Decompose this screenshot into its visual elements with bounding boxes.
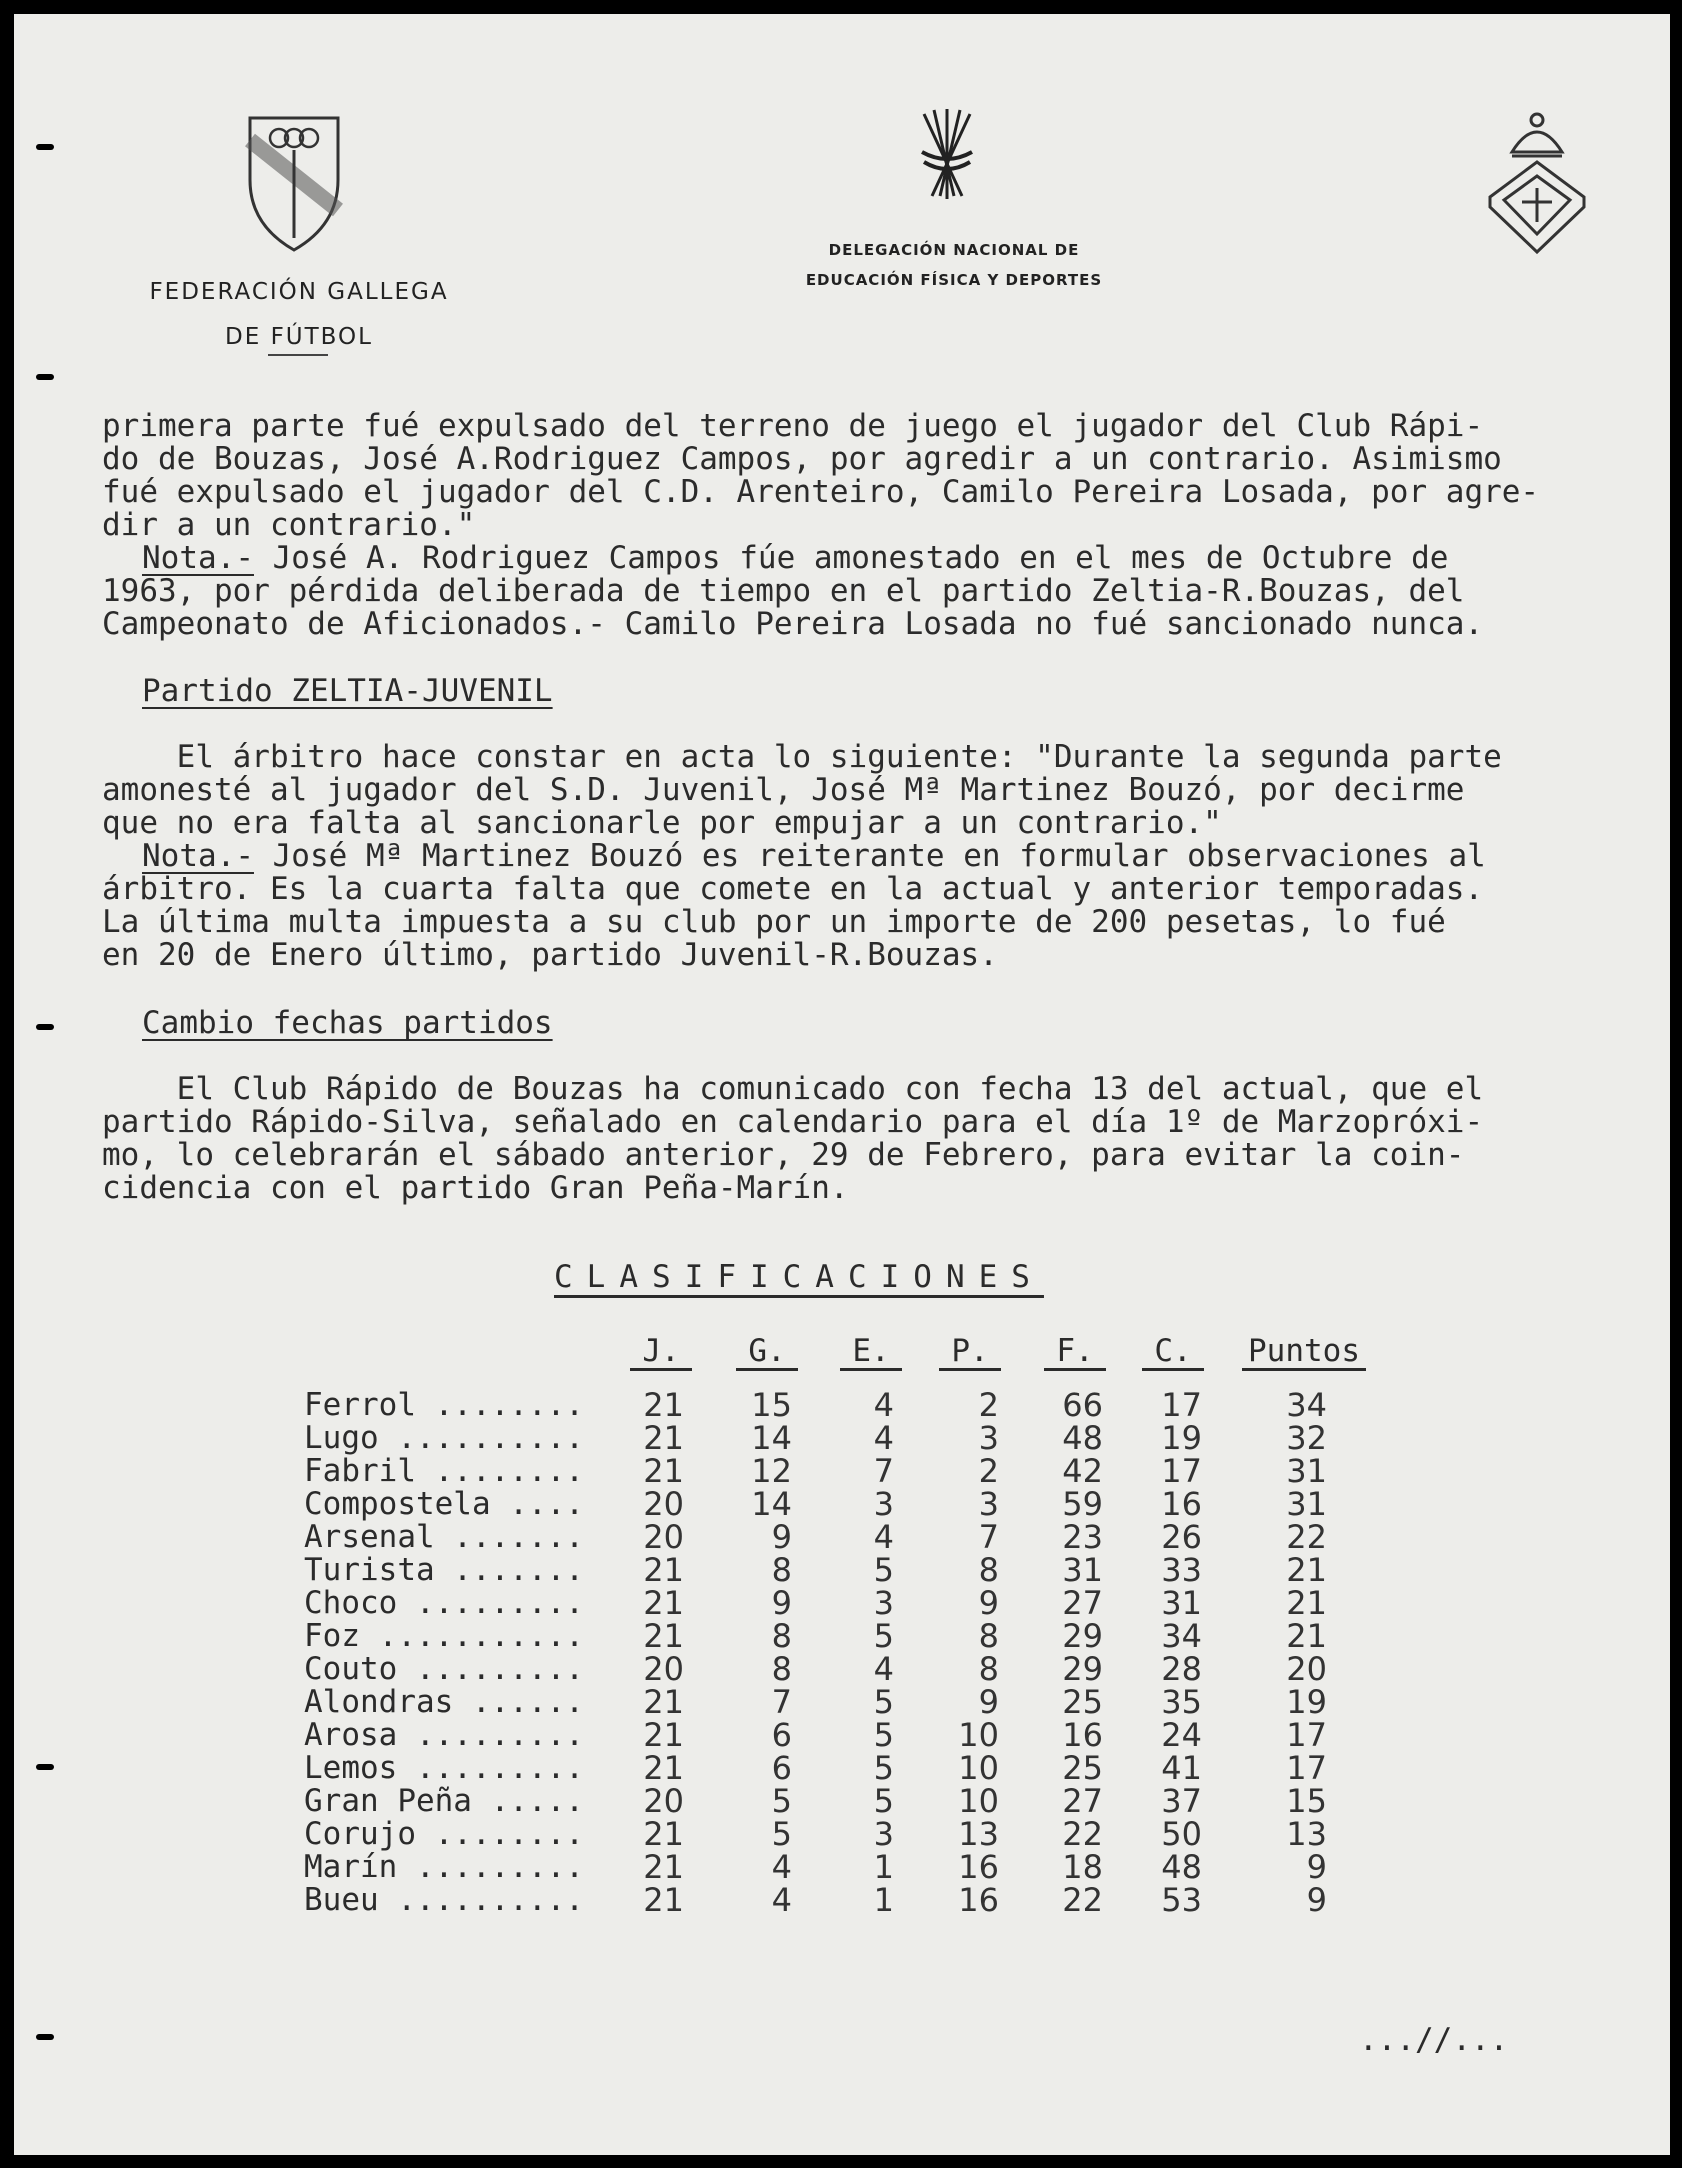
table-row <box>14 1650 1670 1688</box>
stat-e: 5 <box>873 1617 894 1655</box>
stat-c: 17 <box>1161 1452 1202 1490</box>
note-label: Nota.- <box>142 540 254 576</box>
team-name: Bueu .......... <box>304 1884 584 1917</box>
stat-e: 4 <box>873 1518 894 1556</box>
standings-title: CLASIFICACIONES <box>554 1259 1044 1295</box>
stat-f: 42 <box>1062 1452 1103 1490</box>
stat-c: 31 <box>1161 1584 1202 1622</box>
stat-f: 25 <box>1062 1749 1103 1787</box>
stat-pts: 15 <box>1286 1782 1327 1820</box>
stat-pts: 32 <box>1286 1419 1327 1457</box>
stat-e: 5 <box>873 1551 894 1589</box>
stat-e: 5 <box>873 1749 894 1787</box>
stat-p: 16 <box>958 1881 999 1919</box>
stat-pts: 22 <box>1286 1518 1327 1556</box>
team-name: Corujo ........ <box>304 1818 584 1851</box>
column-header: F. <box>1044 1335 1106 1371</box>
stat-p: 8 <box>978 1551 999 1589</box>
table-row <box>14 1485 1670 1523</box>
team-name: Couto ......... <box>304 1653 584 1686</box>
stat-c: 28 <box>1161 1650 1202 1688</box>
stat-e: 3 <box>873 1584 894 1622</box>
stat-f: 25 <box>1062 1683 1103 1721</box>
team-name: Arosa ......... <box>304 1719 584 1752</box>
federation-name-line1: FEDERACIÓN GALLEGA <box>149 279 449 305</box>
text-line: primera parte fué expulsado del terreno de juego el jugador del Club Rápi- <box>102 408 1484 444</box>
table-row <box>14 1617 1670 1655</box>
galician-federation-crest-icon <box>244 110 344 260</box>
stat-g: 6 <box>771 1716 792 1754</box>
stat-g: 6 <box>771 1749 792 1787</box>
team-name: Marín ......... <box>304 1851 584 1884</box>
stat-e: 5 <box>873 1716 894 1754</box>
stat-pts: 31 <box>1286 1485 1327 1523</box>
stat-j: 20 <box>643 1518 684 1556</box>
stat-j: 21 <box>643 1881 684 1919</box>
stat-pts: 21 <box>1286 1584 1327 1622</box>
text-line: dir a un contrario." <box>102 507 476 543</box>
stat-c: 24 <box>1161 1716 1202 1754</box>
note-label: Nota.- <box>142 838 254 874</box>
royal-spanish-federation-crest-icon <box>1482 102 1592 262</box>
table-row <box>14 1716 1670 1754</box>
stat-f: 31 <box>1062 1551 1103 1589</box>
stat-g: 15 <box>751 1386 792 1424</box>
team-name: Choco ......... <box>304 1587 584 1620</box>
stat-pts: 21 <box>1286 1551 1327 1589</box>
text-line: do de Bouzas, José A.Rodriguez Campos, por agredir a un contrario. Asimismo <box>102 441 1502 477</box>
team-name: Fabril ........ <box>304 1455 584 1488</box>
table-row <box>14 1815 1670 1853</box>
stat-g: 4 <box>771 1881 792 1919</box>
stat-e: 3 <box>873 1815 894 1853</box>
stat-f: 29 <box>1062 1617 1103 1655</box>
text-line: partido Rápido-Silva, señalado en calendario para el día 1º de Marzopróxi- <box>102 1104 1484 1140</box>
stat-e: 1 <box>873 1848 894 1886</box>
stat-g: 9 <box>771 1518 792 1556</box>
punch-mark <box>36 144 54 150</box>
table-row <box>14 1386 1670 1424</box>
document-page <box>14 14 1670 2155</box>
punch-mark <box>36 1024 54 1030</box>
delegation-name-line1: DELEGACIÓN NACIONAL DE <box>828 241 1080 259</box>
team-name: Gran Peña ..... <box>304 1785 584 1818</box>
stat-c: 17 <box>1161 1386 1202 1424</box>
stat-g: 7 <box>771 1683 792 1721</box>
stat-f: 29 <box>1062 1650 1103 1688</box>
stat-f: 16 <box>1062 1716 1103 1754</box>
stat-pts: 19 <box>1286 1683 1327 1721</box>
stat-p: 8 <box>978 1617 999 1655</box>
stat-g: 5 <box>771 1782 792 1820</box>
team-name: Lugo .......... <box>304 1422 584 1455</box>
stat-p: 13 <box>958 1815 999 1853</box>
stat-j: 21 <box>643 1419 684 1457</box>
federation-name-line2: DE FÚTBOL <box>225 324 373 350</box>
text-line: Campeonato de Aficionados.- Camilo Pereira Losada no fué sancionado nunca. <box>102 606 1484 642</box>
stat-p: 10 <box>958 1782 999 1820</box>
column-header: P. <box>939 1335 1001 1371</box>
table-row <box>14 1551 1670 1589</box>
stat-j: 21 <box>643 1584 684 1622</box>
stat-pts: 20 <box>1286 1650 1327 1688</box>
stat-f: 66 <box>1062 1386 1103 1424</box>
stat-f: 23 <box>1062 1518 1103 1556</box>
stat-p: 3 <box>978 1485 999 1523</box>
continuation-mark: ...//... <box>1359 2022 1509 2058</box>
stat-p: 2 <box>978 1452 999 1490</box>
yoke-and-arrows-icon <box>912 104 982 204</box>
table-row <box>14 1848 1670 1886</box>
note-line <box>142 840 1682 873</box>
text-line: árbitro. Es la cuarta falta que comete en la actual y anterior temporadas. <box>102 871 1484 907</box>
column-header: C. <box>1142 1335 1204 1371</box>
stat-e: 4 <box>873 1650 894 1688</box>
stat-pts: 21 <box>1286 1617 1327 1655</box>
stat-f: 22 <box>1062 1881 1103 1919</box>
stat-g: 8 <box>771 1650 792 1688</box>
stat-f: 18 <box>1062 1848 1103 1886</box>
note-text: José Mª Martinez Bouzó es reiterante en formular observaciones al <box>253 838 1486 874</box>
team-name: Turista ....... <box>304 1554 584 1587</box>
stat-p: 9 <box>978 1683 999 1721</box>
stat-c: 37 <box>1161 1782 1202 1820</box>
stat-e: 7 <box>873 1452 894 1490</box>
stat-j: 21 <box>643 1815 684 1853</box>
stat-j: 21 <box>643 1749 684 1787</box>
stat-e: 5 <box>873 1782 894 1820</box>
stat-c: 26 <box>1161 1518 1202 1556</box>
stat-c: 19 <box>1161 1419 1202 1457</box>
stat-j: 21 <box>643 1683 684 1721</box>
stat-pts: 34 <box>1286 1386 1327 1424</box>
delegation-name-line2: EDUCACIÓN FÍSICA Y DEPORTES <box>805 271 1103 289</box>
text-line: en 20 de Enero último, partido Juvenil-R.Bouzas. <box>102 937 998 973</box>
punch-mark <box>36 374 54 380</box>
section-heading: Cambio fechas partidos <box>142 1005 553 1041</box>
text-line: El árbitro hace constar en acta lo siguiente: "Durante la segunda parte <box>102 739 1502 775</box>
stat-c: 16 <box>1161 1485 1202 1523</box>
column-header: J. <box>630 1335 692 1371</box>
stat-p: 10 <box>958 1749 999 1787</box>
stat-f: 27 <box>1062 1584 1103 1622</box>
stat-f: 22 <box>1062 1815 1103 1853</box>
text-line: amonesté al jugador del S.D. Juvenil, José Mª Martinez Bouzó, por decirme <box>102 772 1465 808</box>
team-name: Ferrol ........ <box>304 1389 584 1422</box>
table-row <box>14 1683 1670 1721</box>
stat-p: 2 <box>978 1386 999 1424</box>
stat-p: 9 <box>978 1584 999 1622</box>
stat-c: 41 <box>1161 1749 1202 1787</box>
text-line: La última multa impuesta a su club por un importe de 200 pesetas, lo fué <box>102 904 1446 940</box>
table-row <box>14 1881 1670 1919</box>
stat-j: 21 <box>643 1551 684 1589</box>
stat-g: 14 <box>751 1419 792 1457</box>
stat-g: 9 <box>771 1584 792 1622</box>
stat-f: 48 <box>1062 1419 1103 1457</box>
stat-pts: 9 <box>1306 1848 1327 1886</box>
stat-e: 3 <box>873 1485 894 1523</box>
text-line: fué expulsado el jugador del C.D. Arenteiro, Camilo Pereira Losada, por agre- <box>102 474 1540 510</box>
stat-c: 33 <box>1161 1551 1202 1589</box>
stat-g: 14 <box>751 1485 792 1523</box>
stat-e: 4 <box>873 1386 894 1424</box>
stat-p: 3 <box>978 1419 999 1457</box>
table-row <box>14 1749 1670 1787</box>
stat-e: 5 <box>873 1683 894 1721</box>
stat-c: 35 <box>1161 1683 1202 1721</box>
divider <box>268 354 328 356</box>
text-line: El Club Rápido de Bouzas ha comunicado con fecha 13 del actual, que el <box>102 1071 1484 1107</box>
stat-g: 4 <box>771 1848 792 1886</box>
stat-p: 10 <box>958 1716 999 1754</box>
text-line: mo, lo celebrarán el sábado anterior, 29 de Febrero, para evitar la coin- <box>102 1137 1465 1173</box>
table-row <box>14 1584 1670 1622</box>
team-name: Lemos ......... <box>304 1752 584 1785</box>
delegation-name <box>794 235 1114 295</box>
text-line: 1963, por pérdida deliberada de tiempo en el partido Zeltia-R.Bouzas, del <box>102 573 1465 609</box>
stat-p: 8 <box>978 1650 999 1688</box>
stat-j: 21 <box>643 1848 684 1886</box>
table-row <box>14 1518 1670 1556</box>
stat-pts: 17 <box>1286 1749 1327 1787</box>
stat-g: 8 <box>771 1551 792 1589</box>
note-text: José A. Rodriguez Campos fúe amonestado en el mes de Octubre de <box>253 540 1449 576</box>
note-line <box>142 542 1682 575</box>
stat-p: 16 <box>958 1848 999 1886</box>
stat-pts: 31 <box>1286 1452 1327 1490</box>
stat-c: 53 <box>1161 1881 1202 1919</box>
stat-j: 20 <box>643 1782 684 1820</box>
team-name: Compostela .... <box>304 1488 584 1521</box>
stat-j: 21 <box>643 1386 684 1424</box>
stat-j: 21 <box>643 1617 684 1655</box>
column-header: G. <box>736 1335 798 1371</box>
stat-pts: 17 <box>1286 1716 1327 1754</box>
stat-pts: 13 <box>1286 1815 1327 1853</box>
text-line: que no era falta al sancionarle por empujar a un contrario." <box>102 805 1222 841</box>
table-row <box>14 1419 1670 1457</box>
stat-c: 48 <box>1161 1848 1202 1886</box>
team-name: Foz ........... <box>304 1620 584 1653</box>
text-line: cidencia con el partido Gran Peña-Marín. <box>102 1170 849 1206</box>
table-row <box>14 1452 1670 1490</box>
column-header: E. <box>840 1335 902 1371</box>
stat-pts: 9 <box>1306 1881 1327 1919</box>
stat-g: 8 <box>771 1617 792 1655</box>
stat-g: 12 <box>751 1452 792 1490</box>
federation-name <box>109 270 489 360</box>
stat-f: 27 <box>1062 1782 1103 1820</box>
stat-j: 20 <box>643 1650 684 1688</box>
table-row <box>14 1782 1670 1820</box>
punch-mark <box>36 2034 54 2040</box>
stat-j: 20 <box>643 1485 684 1523</box>
stat-j: 21 <box>643 1716 684 1754</box>
team-name: Arsenal ....... <box>304 1521 584 1554</box>
stat-c: 50 <box>1161 1815 1202 1853</box>
stat-e: 1 <box>873 1881 894 1919</box>
section-heading: Partido ZELTIA-JUVENIL <box>142 673 553 709</box>
stat-p: 7 <box>978 1518 999 1556</box>
team-name: Alondras ...... <box>304 1686 584 1719</box>
stat-f: 59 <box>1062 1485 1103 1523</box>
stat-c: 34 <box>1161 1617 1202 1655</box>
stat-e: 4 <box>873 1419 894 1457</box>
stat-j: 21 <box>643 1452 684 1490</box>
column-header: Puntos <box>1242 1335 1366 1371</box>
stat-g: 5 <box>771 1815 792 1853</box>
